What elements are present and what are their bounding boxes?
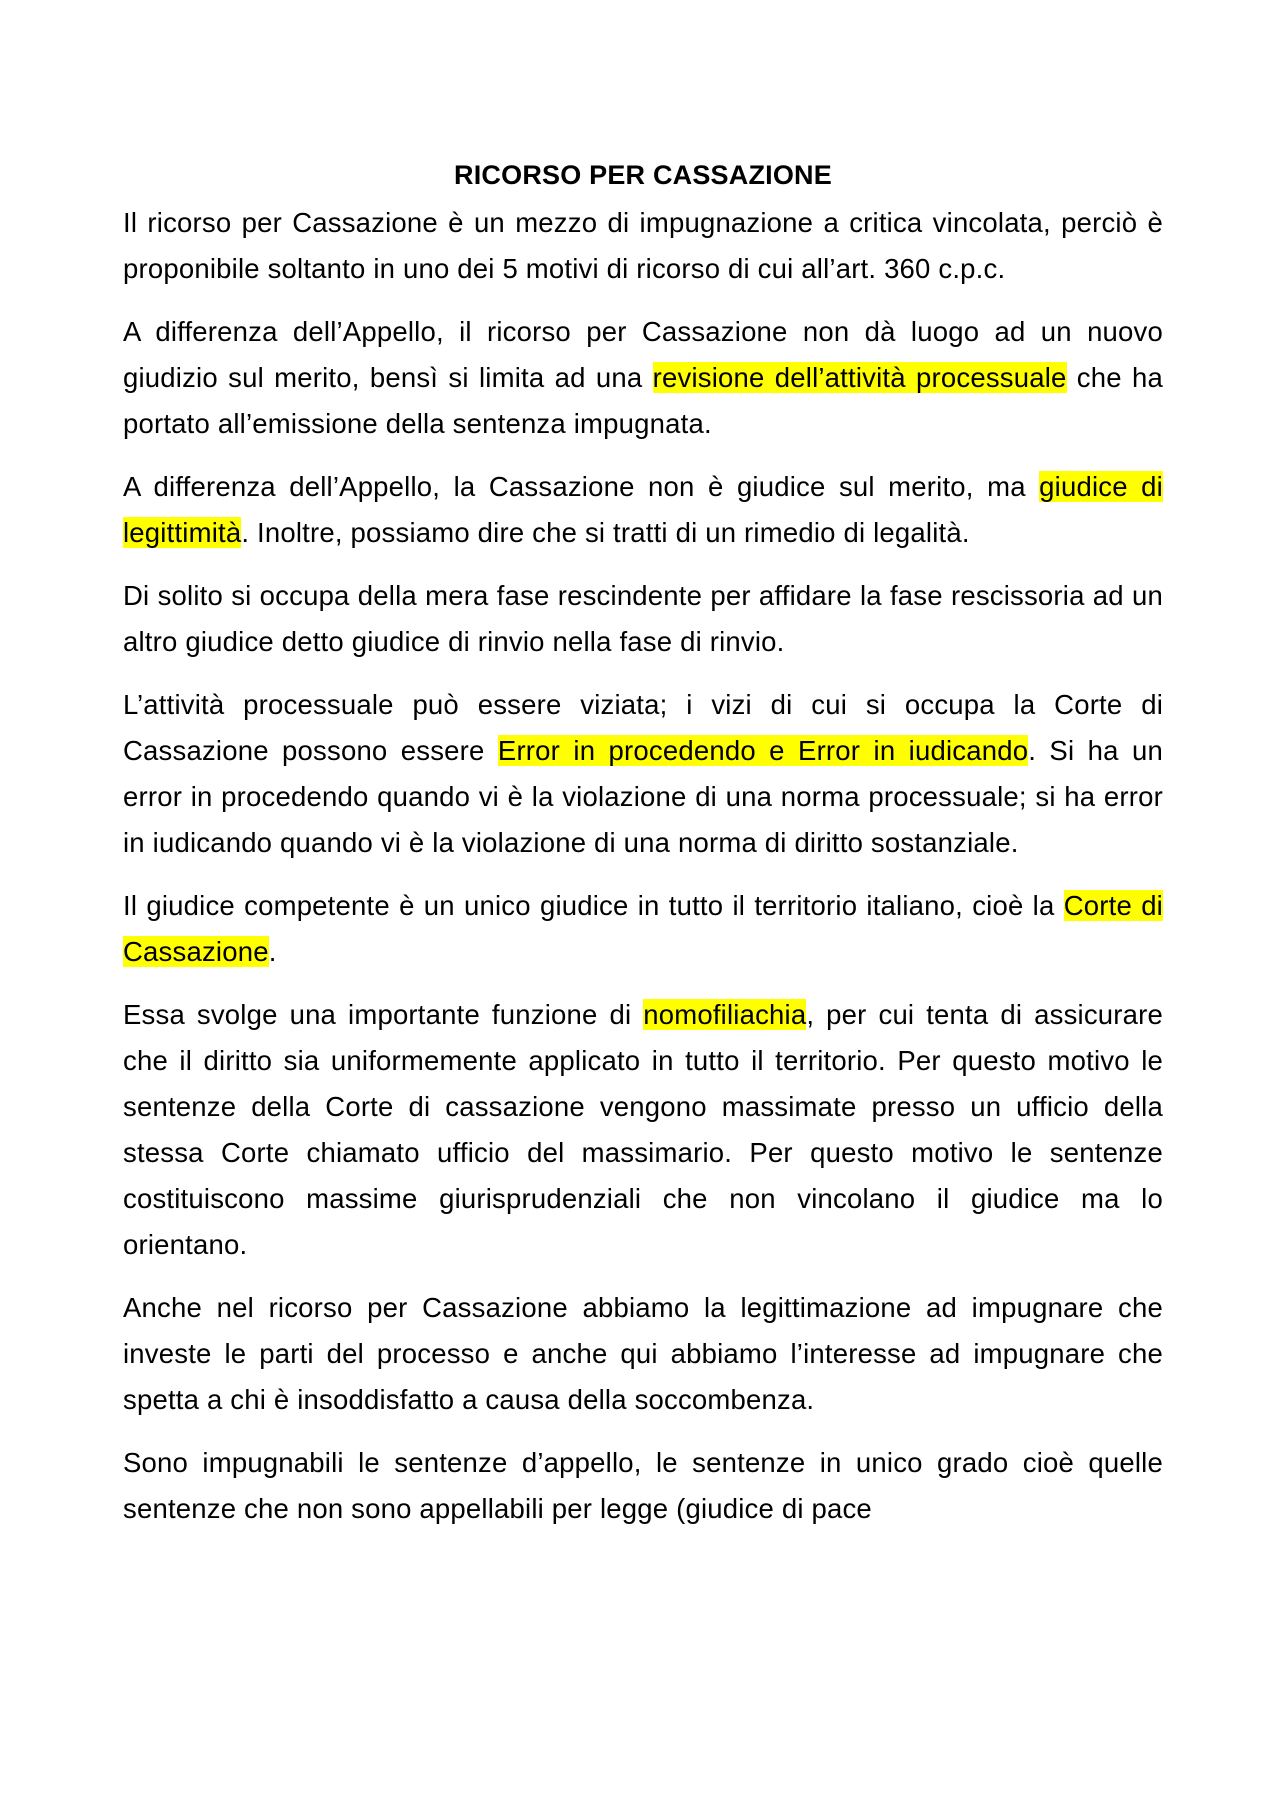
text-run: che ha portato all’emissione della sentenza impugnata. xyxy=(123,362,1164,439)
paragraph-7 xyxy=(123,992,1163,1268)
paragraph-8 xyxy=(123,1285,1163,1423)
paragraph-5 xyxy=(123,682,1163,866)
text-run: A differenza dell’Appello, la Cassazione non è giudice sul merito, ma xyxy=(123,471,1040,502)
text-run: L’attività processuale può essere viziata; i vizi di cui si occupa la Corte di Cassazione possono essere xyxy=(123,689,1163,766)
highlighted-text: giudice di legittimità xyxy=(123,471,1163,548)
text-run: A differenza dell’Appello, il ricorso per Cassazione non dà luogo ad un nuovo giudizio sul merito, bensì si limita ad una xyxy=(123,316,1163,393)
paragraph-1 xyxy=(123,200,1163,292)
highlighted-text: Error in procedendo e Error in iudicando xyxy=(497,735,1029,766)
text-run: , per cui tenta di assicurare che il diritto sia uniformemente applicato in tutto il territorio. Per questo motivo le sentenze della Corte di cassazione vengono massimate presso un ufficio della stessa Corte chiamato ufficio del massimario. Per questo motivo le sentenze costituiscono massime giurisprudenziali che non vincolano il giudice ma lo orientano. xyxy=(123,999,1163,1260)
document-title: RICORSO PER CASSAZIONE xyxy=(454,160,832,190)
paragraph-3 xyxy=(123,464,1163,556)
paragraph-6 xyxy=(123,883,1163,975)
text-run: Di solito si occupa della mera fase rescindente per affidare la fase rescissoria ad un altro giudice detto giudice di rinvio nella fase di rinvio. xyxy=(123,580,1163,657)
text-run: Essa svolge una importante funzione di xyxy=(123,999,644,1030)
highlighted-text: nomofiliachia xyxy=(643,999,807,1030)
paragraph-4 xyxy=(123,573,1163,665)
text-run: . Inoltre, possiamo dire che si tratti di un rimedio di legalità. xyxy=(241,517,970,548)
text-run: Il ricorso per Cassazione è un mezzo di impugnazione a critica vincolata, perciò è proponibile soltanto in uno dei 5 motivi di ricorso di cui all’art. 360 c.p.c. xyxy=(123,207,1163,284)
text-run: Il giudice competente è un unico giudice in tutto il territorio italiano, cioè la xyxy=(123,890,1064,921)
text-run: Sono impugnabili le sentenze d’appello, le sentenze in unico grado cioè quelle sentenze che non sono appellabili per legge (giudice di pace xyxy=(123,1447,1163,1524)
paragraph-2 xyxy=(123,309,1163,447)
highlighted-text: Corte di Cassazione xyxy=(123,890,1163,967)
text-run: . xyxy=(268,936,277,967)
text-run: . Si ha un error in procedendo quando vi è la violazione di una norma processuale; si ha error in iudicando quando vi è la violazione di una norma di diritto sostanziale. xyxy=(123,735,1163,858)
highlighted-text: revisione dell’attività processuale xyxy=(652,362,1067,393)
document-body xyxy=(123,152,1163,1549)
text-run: Anche nel ricorso per Cassazione abbiamo la legittimazione ad impugnare che investe le parti del processo e anche qui abbiamo l’interesse ad impugnare che spetta a chi è insoddisfatto a causa della soccombenza. xyxy=(123,1292,1163,1415)
paragraph-9 xyxy=(123,1440,1163,1532)
